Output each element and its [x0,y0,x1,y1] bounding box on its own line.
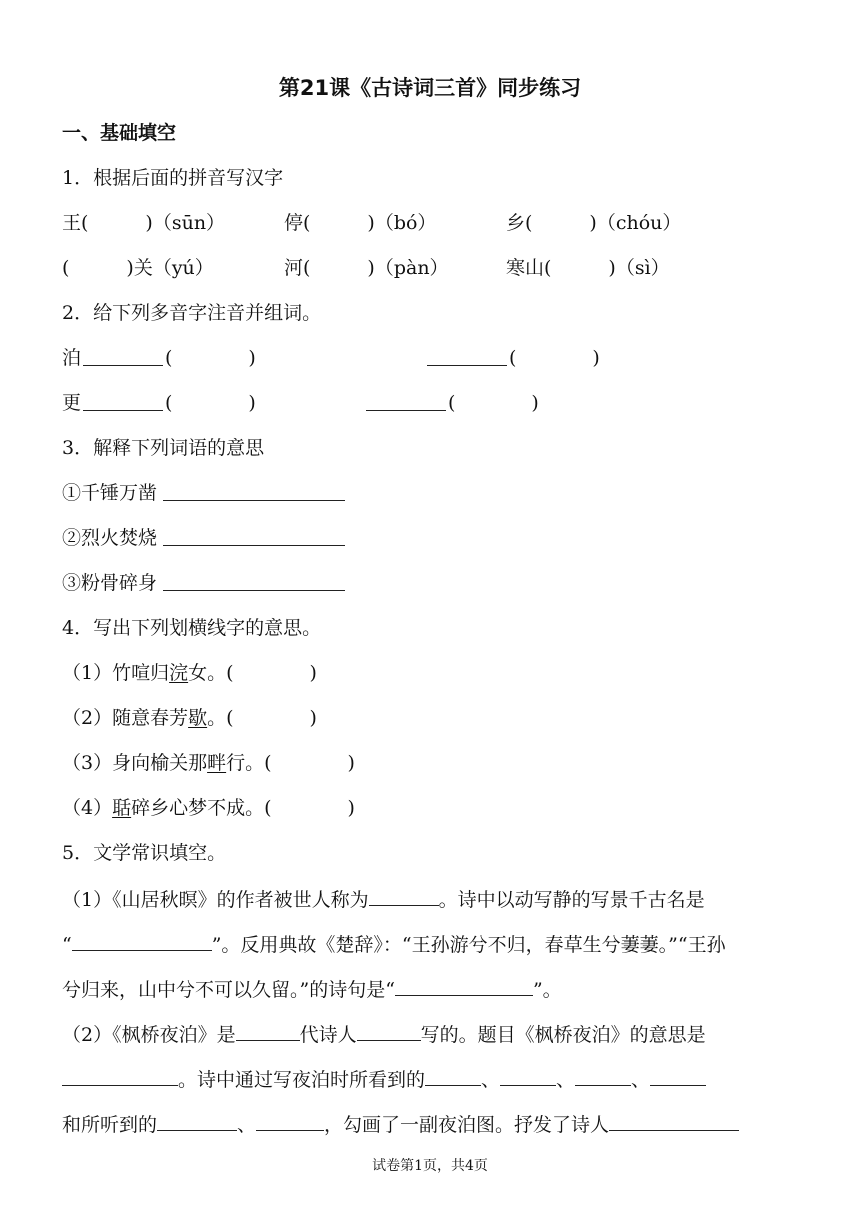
answer-blank[interactable] [83,343,163,366]
answer-blank[interactable] [369,883,439,906]
answer-blank[interactable] [395,973,533,996]
question-3-stem: 3．解释下列词语的意思 [62,437,265,459]
item-prefix: （2）随意春芳 [62,707,189,729]
term-label: ①千锤万凿 [62,482,158,504]
underlined-char: 歇 [188,707,208,729]
answer-blank[interactable] [256,1108,324,1131]
answer-blank[interactable] [157,1108,237,1131]
question-5-part-1-line-1 [62,883,800,913]
term-label: ②烈火焚烧 [62,527,158,549]
separator: 、 [237,1114,257,1136]
question-2-row-2 [62,388,800,418]
pinyin-item: 王( )（sūn） [62,212,226,234]
answer-blank[interactable] [500,1063,556,1086]
text-segment: ”。反用典故《楚辞》：“王孙游兮不归，春草生兮萋萋。”“王孙 [211,934,726,956]
page-footer: 试卷第1页，共4页 [372,1158,488,1174]
text-segment: ”。 [532,979,562,1001]
pinyin-paren: ( ) [165,347,256,369]
answer-blank[interactable] [427,343,507,366]
pinyin-item: 乡( )（chóu） [506,212,682,234]
answer-blank[interactable] [163,478,345,501]
underlined-char: 畔 [207,752,227,774]
item-suffix: 。( ) [207,707,317,729]
answer-blank[interactable] [83,388,163,411]
separator: 、 [481,1069,501,1091]
text-segment: 和所听到的 [62,1114,158,1136]
answer-blank[interactable] [62,1063,178,1086]
item-prefix: （1）竹喧归 [62,662,170,684]
pinyin-item: ( )关（yú） [62,257,214,279]
pinyin-item: 河( )（pàn） [284,257,449,279]
answer-blank[interactable] [72,928,212,951]
separator: 、 [556,1069,576,1091]
answer-blank[interactable] [425,1063,481,1086]
item-prefix: （3）身向榆关那 [62,752,208,774]
question-3-item [62,523,800,553]
question-4-item [62,703,800,733]
item-suffix: 行。( ) [226,752,355,774]
pinyin-item: 停( )（bó） [284,212,437,234]
answer-blank[interactable] [650,1063,706,1086]
question-3-item [62,568,800,598]
question-2-stem: 2．给下列多音字注音并组词。 [62,302,322,324]
pinyin-item: 寒山( )（sì） [506,257,670,279]
answer-blank[interactable] [236,1018,300,1041]
text-segment: 。诗中通过写夜泊时所看到的 [178,1069,426,1091]
text-segment: 代诗人 [299,1024,357,1046]
text-segment: （1）《山居秋暝》的作者被世人称为 [62,889,369,911]
page-title: 第21课《古诗词三首》同步练习 [278,76,582,100]
answer-blank[interactable] [609,1108,739,1131]
question-1-row-1 [62,208,800,238]
answer-blank[interactable] [366,388,446,411]
polyphone-char: 泊 [62,347,82,369]
question-3-item [62,478,800,508]
answer-blank[interactable] [163,568,345,591]
item-suffix: 女。( ) [188,662,317,684]
question-4-stem: 4．写出下列划横线字的意思。 [62,617,322,639]
answer-blank[interactable] [163,523,345,546]
question-2-row-1 [62,343,800,373]
question-5-part-2-line-2 [62,1063,800,1093]
question-5-stem: 5．文学常识填空。 [62,842,227,864]
question-5-part-2-line-3 [62,1108,800,1138]
item-suffix: 碎乡心梦不成。( ) [131,797,355,819]
question-1-row-2 [62,253,800,283]
pinyin-paren: ( ) [448,392,539,414]
question-1-stem: 1．根据后面的拼音写汉字 [62,167,284,189]
polyphone-char: 更 [62,392,82,414]
pinyin-paren: ( ) [165,392,256,414]
question-4-item [62,793,800,823]
term-label: ③粉骨碎身 [62,572,158,594]
underlined-char: 聒 [112,797,132,819]
text-segment: 。诗中以动写静的写景千古名是 [438,889,705,911]
text-segment: 写的。题目《枫桥夜泊》的意思是 [420,1024,706,1046]
item-prefix: （4） [62,797,113,819]
question-4-item [62,658,800,688]
separator: 、 [631,1069,651,1091]
underlined-char: 浣 [169,662,189,684]
answer-blank[interactable] [575,1063,631,1086]
text-segment: “ [62,934,72,956]
question-5-part-1-line-3 [62,973,800,1003]
text-segment: ，勾画了一副夜泊图。抒发了诗人 [324,1114,610,1136]
question-5-part-2-line-1 [62,1018,800,1048]
answer-blank[interactable] [357,1018,421,1041]
text-segment: （2）《枫桥夜泊》是 [62,1024,236,1046]
question-4-item [62,748,800,778]
section-heading: 一、基础填空 [62,122,177,144]
question-5-part-1-line-2 [62,928,800,958]
text-segment: 兮归来，山中兮不可以久留。”的诗句是“ [62,979,395,1001]
pinyin-paren: ( ) [509,347,600,369]
